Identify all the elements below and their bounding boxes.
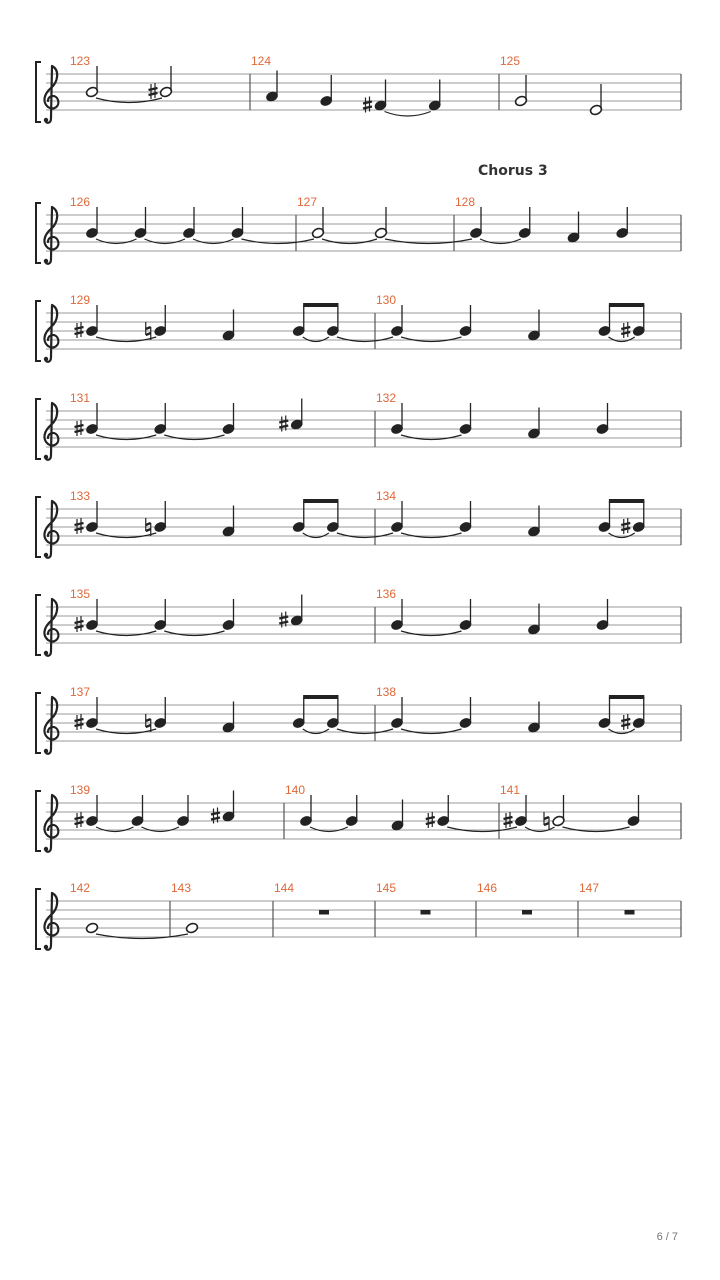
measure-number: 134 [376, 489, 397, 503]
tie [242, 239, 315, 244]
measure-number: 146 [477, 881, 498, 895]
measure-number: 127 [297, 195, 318, 209]
tie [609, 729, 635, 734]
measure-number: 133 [70, 489, 91, 503]
treble-clef-icon [44, 599, 59, 656]
measure-number: 129 [70, 293, 91, 307]
measure [500, 54, 603, 116]
sharp-icon [621, 322, 630, 338]
section-label: Chorus 3 [478, 163, 548, 179]
treble-clef-icon [44, 501, 59, 558]
tie [385, 239, 472, 244]
measure [285, 783, 450, 832]
measure-number: 126 [70, 195, 91, 209]
tie [193, 239, 234, 244]
staff-system [36, 163, 681, 264]
measure [274, 881, 329, 915]
sharp-icon [621, 518, 630, 534]
measure-number: 131 [70, 391, 91, 405]
page-number: 6 / 7 [656, 1231, 678, 1243]
notehead [85, 922, 99, 934]
sharp-icon [75, 518, 84, 534]
system-bracket [36, 693, 41, 753]
tie [142, 827, 180, 832]
tie [96, 729, 156, 734]
sharp-icon [75, 322, 84, 338]
tie [401, 533, 462, 538]
measure-number: 138 [376, 685, 397, 699]
staff-system [36, 54, 681, 123]
system-bracket [36, 203, 41, 263]
measure [70, 587, 304, 636]
measure-number: 137 [70, 685, 91, 699]
tie [96, 533, 156, 538]
measure [447, 783, 640, 832]
measure [70, 195, 244, 244]
tie [401, 435, 462, 440]
system-bracket [36, 301, 41, 361]
measure [477, 881, 532, 915]
tie [96, 239, 137, 244]
tie [480, 239, 521, 244]
measure-number: 124 [251, 54, 272, 68]
measure [70, 293, 340, 342]
tie [337, 729, 393, 734]
notehead [185, 922, 199, 934]
tie [303, 729, 329, 734]
staff-system [36, 685, 681, 754]
tie [322, 239, 377, 244]
treble-clef-icon [44, 697, 59, 754]
measure [70, 685, 340, 734]
treble-clef-icon [44, 207, 59, 264]
measure-number: 139 [70, 783, 91, 797]
measure [337, 489, 646, 538]
measure [70, 391, 304, 440]
tie [310, 827, 348, 832]
measure [70, 54, 173, 103]
tie [164, 631, 224, 636]
measure [385, 163, 629, 244]
tie [303, 533, 329, 538]
staff-system [36, 783, 681, 852]
staff-system [36, 881, 681, 950]
measure [70, 783, 235, 832]
tie [385, 112, 431, 117]
measure-number: 140 [285, 783, 306, 797]
measure-number: 136 [376, 587, 397, 601]
measure-number: 147 [579, 881, 600, 895]
tie [96, 435, 156, 440]
sharp-icon [621, 714, 630, 730]
measure-number: 132 [376, 391, 397, 405]
tie [145, 239, 186, 244]
tie [525, 827, 555, 832]
tie [337, 337, 393, 342]
sharp-icon [75, 616, 84, 632]
measure-number: 144 [274, 881, 295, 895]
system-bracket [36, 62, 41, 122]
tie [401, 631, 462, 636]
measure [337, 293, 646, 342]
measure-number: 142 [70, 881, 91, 895]
tie [96, 827, 134, 832]
measure-number: 130 [376, 293, 397, 307]
tie [96, 934, 188, 939]
tie [563, 827, 630, 832]
measure [376, 587, 609, 636]
tie [96, 337, 156, 342]
sharp-icon [426, 812, 435, 828]
treble-clef-icon [44, 795, 59, 852]
measure-number: 145 [376, 881, 397, 895]
whole-rest [522, 910, 532, 915]
measure-number: 135 [70, 587, 91, 601]
measure [242, 195, 388, 244]
sharp-icon [75, 420, 84, 436]
whole-rest [625, 910, 635, 915]
staff-system [36, 293, 681, 362]
whole-rest [319, 910, 329, 915]
measure-number: 128 [455, 195, 476, 209]
system-bracket [36, 399, 41, 459]
measure-number: 143 [171, 881, 192, 895]
whole-rest [421, 910, 431, 915]
system-bracket [36, 497, 41, 557]
staff-system [36, 391, 681, 460]
sharp-icon [149, 83, 158, 99]
tie [609, 533, 635, 538]
measure-number: 141 [500, 783, 521, 797]
treble-clef-icon [44, 893, 59, 950]
measure [376, 881, 431, 915]
tie [401, 337, 462, 342]
staff-system [36, 587, 681, 656]
measure-number: 123 [70, 54, 91, 68]
measure [376, 391, 609, 440]
tie [164, 435, 224, 440]
tie [96, 631, 156, 636]
measure [70, 881, 99, 934]
tie [96, 98, 162, 103]
measure [337, 685, 646, 734]
sharp-icon [75, 714, 84, 730]
sharp-icon [504, 812, 513, 828]
measure [579, 881, 635, 915]
measure [251, 54, 442, 116]
treble-clef-icon [44, 305, 59, 362]
tie [303, 337, 329, 342]
system-bracket [36, 595, 41, 655]
tie [337, 533, 393, 538]
treble-clef-icon [44, 66, 59, 123]
sharp-icon [75, 812, 84, 828]
staff-system [36, 489, 681, 558]
system-bracket [36, 889, 41, 949]
tie [401, 729, 462, 734]
measure [70, 489, 340, 538]
system-bracket [36, 791, 41, 851]
measure-number: 125 [500, 54, 521, 68]
treble-clef-icon [44, 403, 59, 460]
tie [609, 337, 635, 342]
